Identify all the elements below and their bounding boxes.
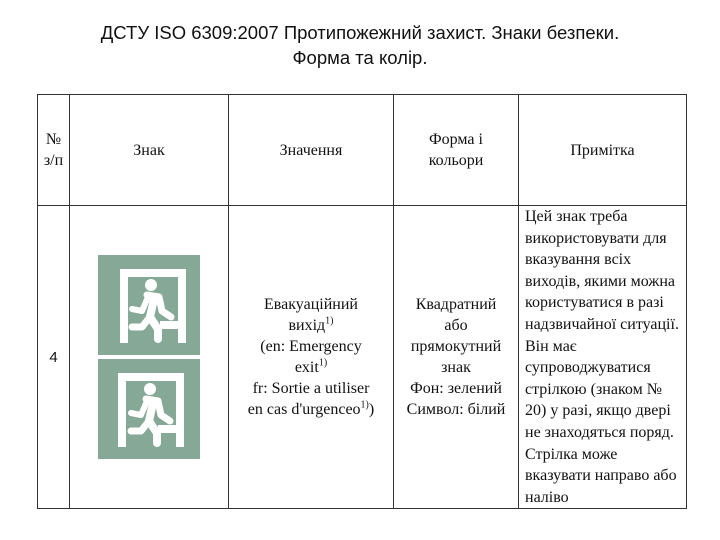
page-title — [0, 20, 720, 70]
shape-cell: Квадратний або прямокутний знак Фон: зелений Символ: білий — [394, 206, 519, 509]
title-line-2: Форма та колір. — [292, 47, 428, 68]
header-sign: Знак — [70, 95, 229, 206]
note-cell: Цей знак треба використовувати для вказування всіх виходів, якими можна користуватися в разі надзвичайної ситуації. Він має супроводжуватися стрілкою (знаком № 20) у разі, якщо двері не знаходяться поряд. Стрілка може вказувати направо або наліво — [519, 206, 687, 509]
header-note: Примітка — [519, 95, 687, 206]
header-num: № з/п — [38, 95, 70, 206]
header-shape: Форма і кольори — [394, 95, 519, 206]
table-header-row — [38, 95, 687, 206]
row-num: 4 — [38, 206, 70, 509]
table-row — [38, 206, 687, 509]
title-line-1: ДСТУ ISO 6309:2007 Протипожежний захист. Знаки безпеки. — [100, 22, 620, 43]
emergency-exit-sign-icon — [98, 255, 200, 355]
signs-table — [37, 94, 687, 509]
meaning-cell: Евакуаційний вихід$^{1)}$ (en: Emergency exit$^{1)}$ fr: Sortie a utiliser en cas d'urgenceo$^{1)}$) — [229, 206, 394, 509]
header-meaning: Значення — [229, 95, 394, 206]
running-person-icon — [98, 359, 200, 459]
sign-cell — [70, 206, 229, 509]
